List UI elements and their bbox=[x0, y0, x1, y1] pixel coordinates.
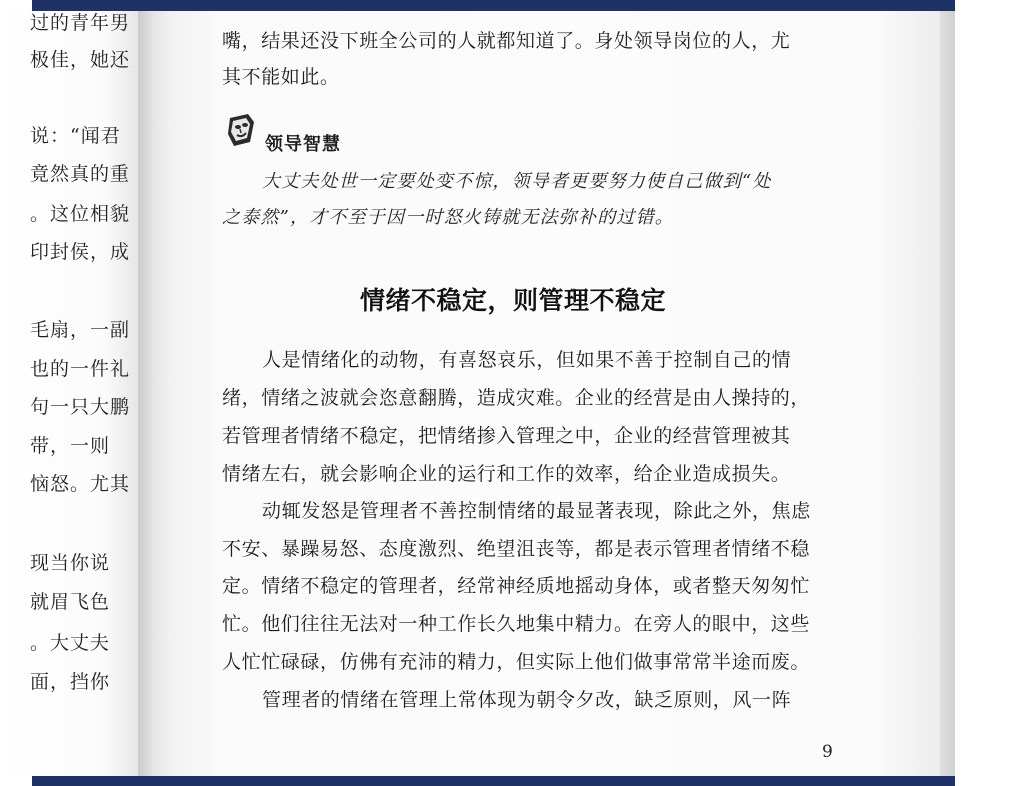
face-mask-icon bbox=[226, 112, 256, 148]
body-line: 不安、暴躁易怒、态度激烈、绝望沮丧等，都是表示管理者情绪不稳 bbox=[222, 538, 811, 560]
left-page-line: 极佳，她还 bbox=[30, 49, 131, 71]
body-line: 绪，情绪之波就会恣意翻腾，造成灾难。企业的经营是由人操持的， bbox=[222, 387, 811, 409]
page-edge bbox=[940, 11, 955, 776]
intro-line: 其不能如此。 bbox=[222, 66, 340, 88]
left-page-line: 句一只大鹏 bbox=[30, 396, 131, 418]
left-page-line: 印封侯，成 bbox=[30, 241, 131, 263]
book-gutter bbox=[138, 11, 174, 776]
body-line: 管理者的情绪在管理上常体现为朝令夕改，缺乏原则，风一阵 bbox=[262, 689, 792, 711]
body-line: 若管理者情绪不稳定，把情绪掺入管理之中，企业的经营管理被其 bbox=[222, 425, 791, 447]
wisdom-line: 之泰然”，才不至于因一时怒火铸就无法弥补的过错。 bbox=[222, 207, 674, 228]
bottom-border-bar bbox=[32, 776, 955, 786]
chapter-title: 情绪不稳定，则管理不稳定 bbox=[360, 286, 667, 315]
left-page-line: 现当你说 bbox=[30, 552, 111, 574]
body-line: 人忙忙碌碌，仿佛有充沛的精力，但实际上他们做事常常半途而废。 bbox=[222, 651, 811, 673]
left-page-line: 也的一件礼 bbox=[30, 358, 131, 380]
left-page-line: 。大丈夫 bbox=[30, 632, 111, 654]
page-number: 9 bbox=[822, 742, 833, 762]
left-page-line: 面，挡你 bbox=[30, 671, 111, 693]
body-line: 人是情绪化的动物，有喜怒哀乐，但如果不善于控制自己的情 bbox=[262, 349, 792, 371]
left-page-line: 恼怒。尤其 bbox=[30, 473, 131, 495]
wisdom-line: 大丈夫处世一定要处变不惊，领导者更要努力使自己做到“处 bbox=[262, 171, 772, 192]
left-page-line: 带，一则 bbox=[30, 435, 111, 457]
left-page-line: 竟然真的重 bbox=[30, 163, 131, 185]
body-line: 定。情绪不稳定的管理者，经常神经质地摇动身体，或者整天匆匆忙 bbox=[222, 575, 811, 597]
top-border-bar bbox=[32, 0, 955, 11]
left-page-line: 就眉飞色 bbox=[30, 591, 111, 613]
body-line: 忙。他们往往无法对一种工作长久地集中精力。在旁人的眼中，这些 bbox=[222, 613, 811, 635]
body-line: 动辄发怒是管理者不善控制情绪的最显著表现，除此之外，焦虑 bbox=[262, 500, 811, 522]
left-page-line: 。这位相貌 bbox=[30, 203, 131, 225]
left-page-line: 说：“闻君 bbox=[30, 125, 121, 147]
left-facing-page bbox=[0, 11, 150, 776]
section-heading: 领导智慧 bbox=[265, 134, 341, 155]
intro-line: 嘴，结果还没下班全公司的人就都知道了。身处领导岗位的人，尤 bbox=[222, 30, 791, 52]
left-page-line: 过的青年男 bbox=[30, 12, 131, 34]
left-page-line: 毛扇，一副 bbox=[30, 319, 131, 341]
body-line: 情绪左右，就会影响企业的运行和工作的效率，给企业造成损失。 bbox=[222, 463, 791, 485]
